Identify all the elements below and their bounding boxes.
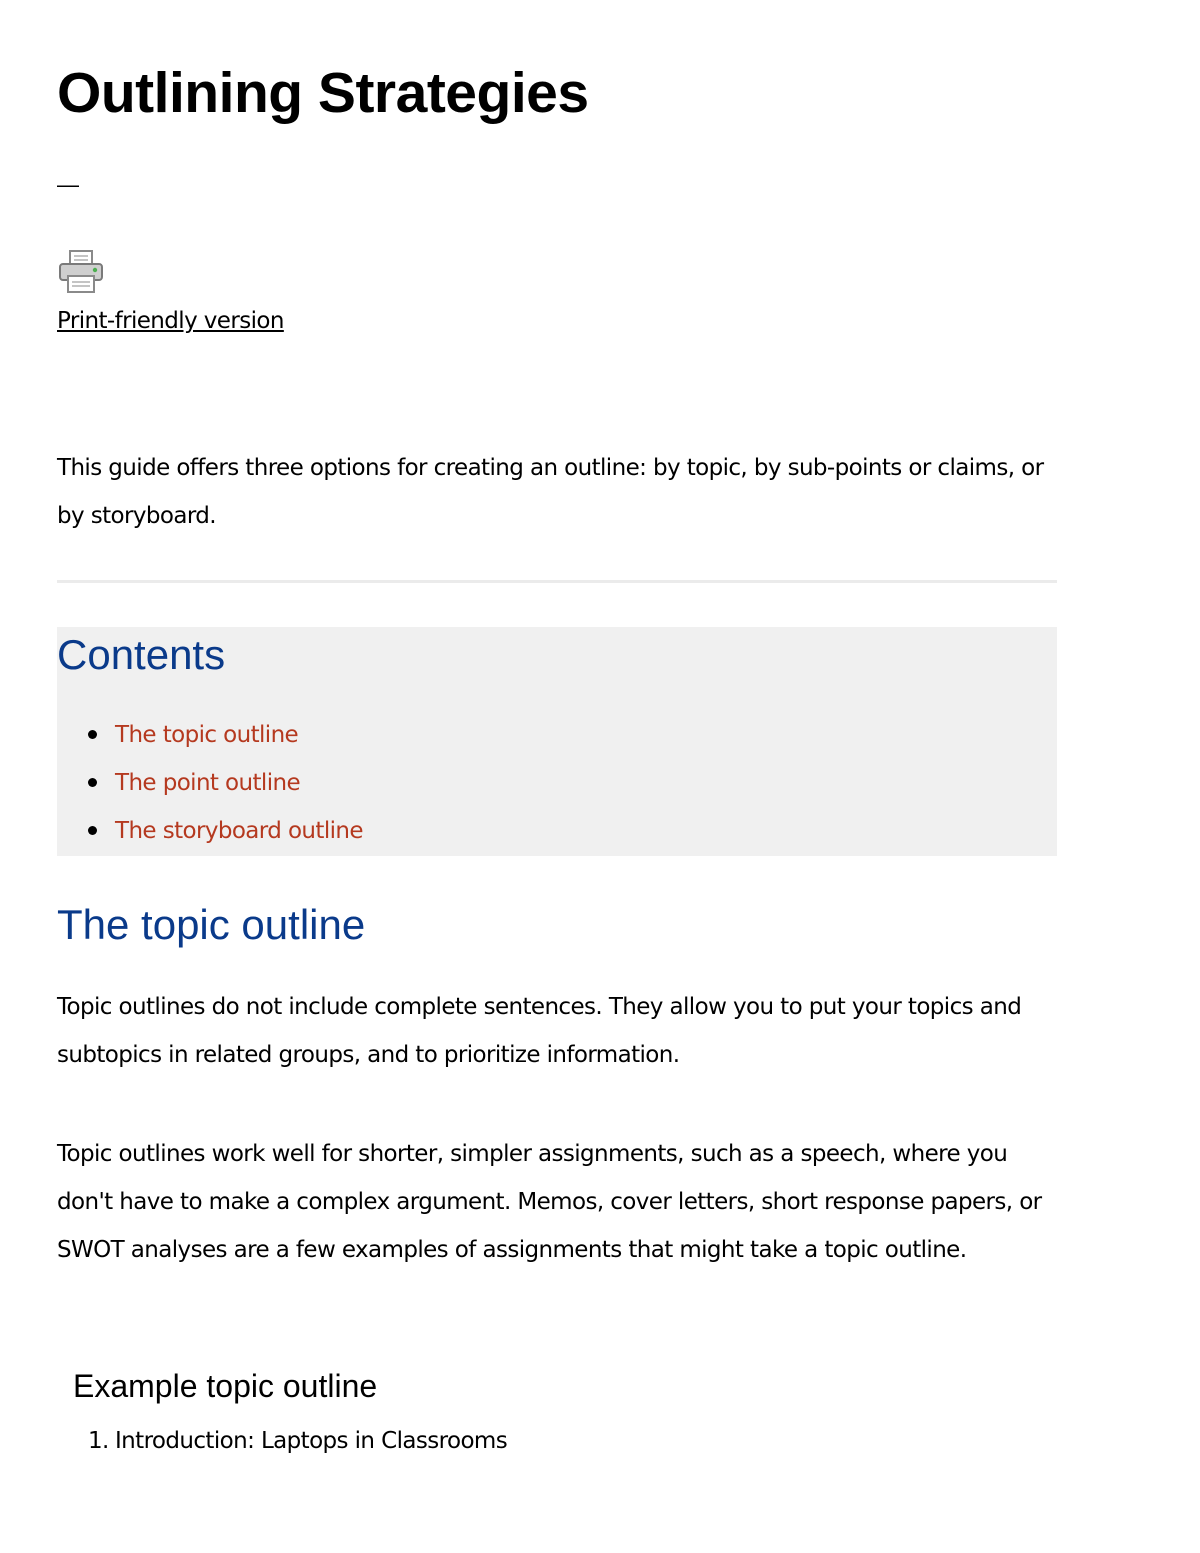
bullet-icon [88, 730, 97, 739]
bullet-icon [88, 826, 97, 835]
topic-outline-paragraph: Topic outlines do not include complete sentences. They allow you to put your topics and subtopics in related groups, and to prioritize information. [57, 994, 1022, 1068]
contents-link-topic-outline[interactable]: The topic outline [115, 722, 299, 748]
printer-icon[interactable] [57, 249, 105, 295]
page-title: Outlining Strategies [57, 61, 589, 125]
contents-item [57, 763, 363, 811]
contents-item [57, 811, 363, 859]
contents-list [57, 715, 363, 859]
example-topic-outline-title: Example topic outline [73, 1368, 378, 1404]
contents-box [57, 627, 1057, 856]
topic-outline-paragraph: Topic outlines work well for shorter, simpler assignments, such as a speech, where you don't have to make a complex argument. Memos, cover letters, short response papers, or SWOT analyses are a few examples of assignments that might take a topic outline. [57, 1141, 1042, 1263]
bullet-icon [88, 778, 97, 787]
title-dash: — [57, 172, 79, 197]
item-number: 1. [88, 1428, 109, 1454]
divider [57, 580, 1057, 583]
section-title-topic-outline: The topic outline [57, 901, 366, 948]
contents-link-storyboard-outline[interactable]: The storyboard outline [115, 818, 363, 844]
example-outline-item [57, 1421, 507, 1461]
contents-item [57, 715, 363, 763]
example-outline-list [57, 1421, 507, 1461]
contents-link-point-outline[interactable]: The point outline [115, 770, 301, 796]
intro-paragraph: This guide offers three options for creating an outline: by topic, by sub-points or claims, or by storyboard. [57, 455, 1044, 529]
print-friendly-link[interactable]: Print-friendly version [57, 308, 284, 334]
contents-title: Contents [57, 631, 226, 678]
item-text: Introduction: Laptops in Classrooms [115, 1428, 508, 1454]
